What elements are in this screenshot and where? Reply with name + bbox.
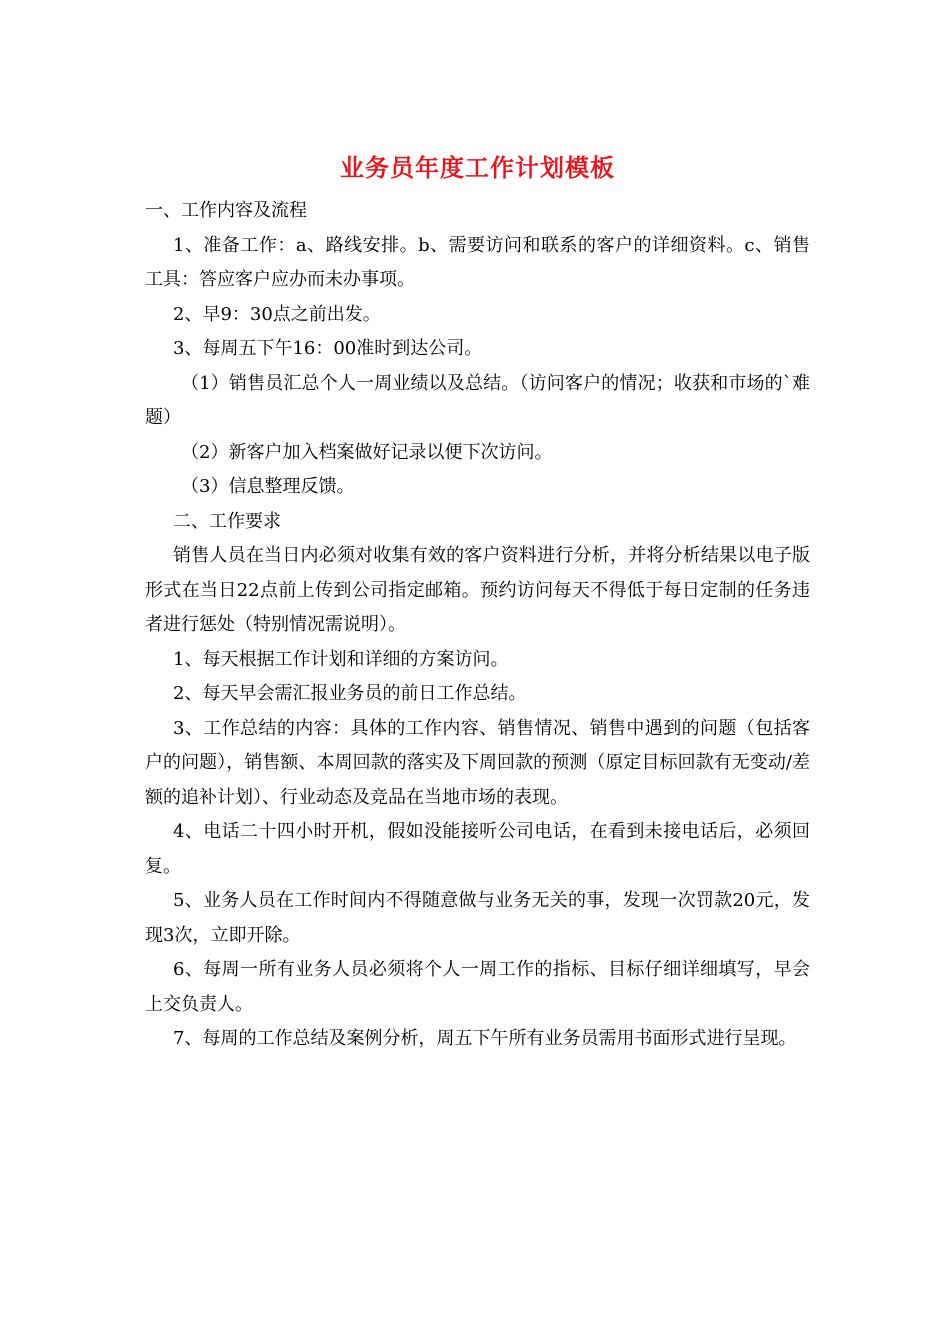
paragraph: （1）销售员汇总个人一周业绩以及总结。（访问客户的情况；收获和市场的`难题）: [145, 372, 810, 428]
paragraph: 2、早9：30点之前出发。: [173, 303, 381, 325]
paragraph: 6、每周一所有业务人员必须将个人一周工作的指标、目标仔细详细填写，早会上交负责人。: [145, 959, 810, 1015]
paragraph: 3、每周五下午16：00准时到达公司。: [173, 338, 483, 359]
paragraph: 1、准备工作：a、路线安排。b、需要访问和联系的客户的详细资料。c、销售工具：答应客户应办而未办事项。: [145, 234, 810, 290]
paragraph: 5、业务人员在工作时间内不得随意做与业务无关的事，发现一次罚款20元，发现3次，立即开除。: [145, 890, 810, 946]
paragraph: 2、每天早会需汇报业务员的前日工作总结。: [173, 683, 527, 704]
section-heading-2: 二、工作要求: [173, 510, 281, 532]
paragraph: 3、工作总结的内容：具体的工作内容、销售情况、销售中遇到的问题（包括客户的问题），销售额、本周回款的落实及下周回款的预测（原定目标回款有无变动/差额的追补计划）、行业动态及竞品在当地市场的表现。: [145, 717, 810, 808]
paragraph: （3）信息整理反馈。: [181, 476, 355, 497]
paragraph: （2）新客户加入档案做好记录以便下次访问。: [181, 441, 553, 463]
paragraph: 1、每天根据工作计划和详细的方案访问。: [173, 648, 509, 670]
paragraph: 销售人员在当日内必须对收集有效的客户资料进行分析，并将分析结果以电子版形式在当日22点前上传到公司指定邮箱。预约访问每天不得低于每日定制的任务违者进行惩处（特别情况需说明）。: [145, 545, 810, 635]
document-title: 业务员年度工作计划模板: [340, 153, 615, 182]
paragraph: 4、电话二十四小时开机，假如没能接听公司电话，在看到未接电话后，必须回复。: [145, 821, 810, 877]
paragraph: 7、每周的工作总结及案例分析，周五下午所有业务员需用书面形式进行呈现。: [173, 1028, 797, 1049]
section-heading-1: 一、工作内容及流程: [145, 200, 307, 221]
